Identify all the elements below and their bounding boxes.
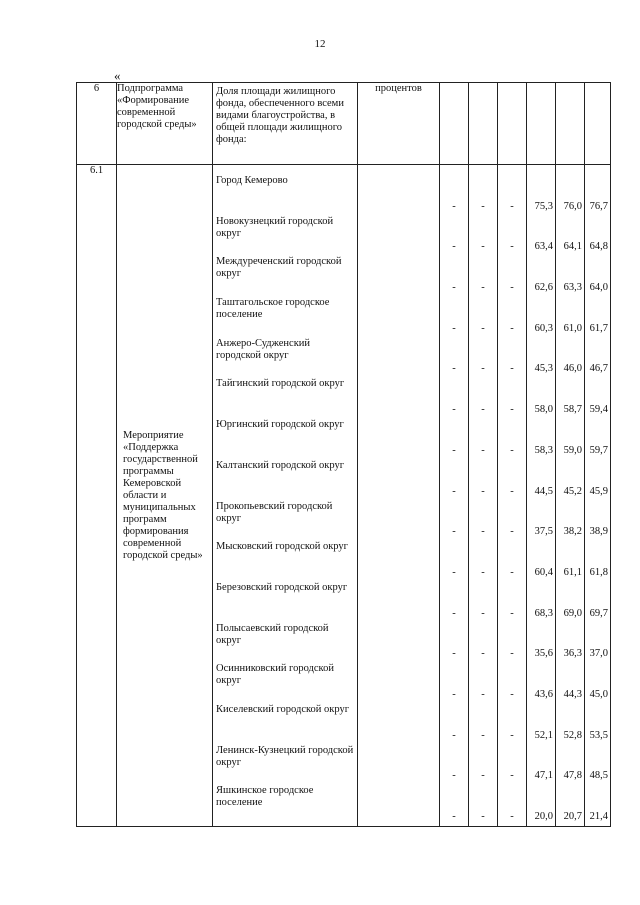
indicator-value: 64,0: [589, 282, 608, 294]
value-entry: [440, 623, 468, 664]
municipality-entry: [213, 704, 357, 745]
value-entry: [469, 785, 497, 826]
value-entry: [585, 582, 610, 623]
value-entry: [527, 663, 555, 704]
value-entry: [556, 745, 584, 786]
value-entry: [440, 460, 468, 501]
municipality-entry: [213, 745, 357, 786]
municipality-name: Юргинский городской округ: [216, 419, 344, 431]
indicator-value: -: [452, 322, 456, 334]
indicator-value: -: [510, 729, 514, 741]
value-column-5: [556, 165, 585, 827]
value-entry: [469, 338, 497, 379]
indicator-value: -: [452, 770, 456, 782]
indicator-value: -: [452, 282, 456, 294]
value-entry: [585, 501, 610, 542]
indicator-value: 61,8: [589, 566, 608, 578]
value-entry: [527, 338, 555, 379]
value-entry: [469, 297, 497, 338]
municipality-name: Тайгинский городской округ: [216, 378, 345, 390]
indicator-value: 61,0: [563, 322, 582, 334]
municipality-name: Киселевский городской округ: [216, 703, 350, 715]
indicator-value: -: [452, 200, 456, 212]
indicator-value: 59,0: [563, 444, 582, 456]
indicator-value: -: [481, 729, 485, 741]
indicator-value: -: [510, 404, 514, 416]
value-entry: [440, 501, 468, 542]
indicator-value: -: [510, 648, 514, 660]
indicator-value: -: [452, 729, 456, 741]
municipality-entry: [213, 256, 357, 297]
value-entry: [527, 785, 555, 826]
indicator-value: -: [452, 566, 456, 578]
unit-of-measure: процентов: [358, 83, 440, 165]
indicator-value: -: [510, 811, 514, 822]
indicator-value: -: [452, 607, 456, 619]
value-entry: [440, 338, 468, 379]
value-column-3: [498, 165, 527, 827]
indicator-value: -: [481, 485, 485, 497]
measure-cell: [117, 165, 213, 827]
value-entry: [469, 460, 497, 501]
indicator-value: -: [481, 322, 485, 334]
municipality-entry: [213, 582, 357, 623]
indicator-value: 20,7: [563, 811, 582, 822]
indicator-value: 63,4: [534, 241, 553, 253]
value-entry: [556, 216, 584, 257]
value-entry: [527, 460, 555, 501]
municipality-name: Таштагольское городское поселение: [216, 297, 330, 321]
value-column-1: [440, 165, 469, 827]
indicator-value: 58,0: [534, 404, 553, 416]
value-entry: [556, 378, 584, 419]
indicator-description: Доля площади жилищного фонда, обеспеченного всеми видами благоустройства, в общей площади жилищного фонда:: [216, 86, 344, 145]
indicator-value: -: [452, 526, 456, 538]
value-entry: [527, 704, 555, 745]
row-number-6: 6: [77, 83, 117, 165]
value-entry: [469, 175, 497, 216]
value-entry: [556, 704, 584, 745]
municipality-name: Ленинск-Кузнецкий городской округ: [216, 744, 354, 768]
indicator-value: 76,7: [589, 200, 608, 212]
value-entry: [498, 460, 526, 501]
indicator-value: -: [481, 241, 485, 253]
value-entry: [585, 216, 610, 257]
table-row-6-1: [77, 165, 611, 827]
municipality-entry: [213, 378, 357, 419]
empty-cell: [440, 83, 469, 165]
indicator-value: 52,8: [563, 729, 582, 741]
municipality-name: Березовский городской округ: [216, 581, 348, 593]
value-entry: [527, 541, 555, 582]
indicator-value: 36,3: [563, 648, 582, 660]
value-entry: [556, 338, 584, 379]
table-row-6: [77, 83, 611, 165]
value-entry: [585, 378, 610, 419]
indicator-value: -: [510, 526, 514, 538]
indicator-value: 47,8: [563, 770, 582, 782]
value-entry: [469, 745, 497, 786]
empty-cell: [556, 83, 585, 165]
municipality-entry: [213, 460, 357, 501]
indicator-value: 58,3: [534, 444, 553, 456]
municipality-name: Прокопьевский городской округ: [216, 500, 333, 524]
value-entry: [469, 419, 497, 460]
indicator-value: -: [452, 241, 456, 253]
municipality-name: Мысковский городской округ: [216, 541, 348, 553]
indicator-value: -: [510, 607, 514, 619]
indicator-value: 63,3: [563, 282, 582, 294]
value-entry: [440, 704, 468, 745]
page-number: 12: [314, 38, 326, 50]
value-entry: [440, 297, 468, 338]
indicator-value: 46,0: [563, 363, 582, 375]
value-entry: [585, 338, 610, 379]
value-entry: [556, 297, 584, 338]
indicator-value: -: [452, 688, 456, 700]
indicator-value: 64,8: [589, 241, 608, 253]
value-entry: [498, 175, 526, 216]
indicator-value: 48,5: [589, 770, 608, 782]
municipality-entry: [213, 663, 357, 704]
empty-cell: [469, 83, 498, 165]
indicator-value: 52,1: [534, 729, 553, 741]
value-column-4: [527, 165, 556, 827]
indicator-value: -: [481, 770, 485, 782]
municipality-entry: [213, 623, 357, 664]
municipality-name: Новокузнецкий городской округ: [216, 215, 334, 239]
indicator-value: 38,9: [589, 526, 608, 538]
empty-cell: [585, 83, 611, 165]
municipality-entry: [213, 297, 357, 338]
indicator-value: -: [452, 811, 456, 822]
value-entry: [585, 785, 610, 826]
value-entry: [498, 256, 526, 297]
value-entry: [469, 256, 497, 297]
empty-cell: [498, 83, 527, 165]
municipality-entry: [213, 338, 357, 379]
value-entry: [556, 501, 584, 542]
value-entry: [527, 216, 555, 257]
indicator-value: -: [510, 200, 514, 212]
indicator-value: -: [481, 648, 485, 660]
municipality-column: [213, 165, 358, 827]
value-entry: [585, 419, 610, 460]
municipality-entry: [213, 216, 357, 257]
empty-cell: [527, 83, 556, 165]
indicator-value: -: [481, 688, 485, 700]
value-entry: [498, 541, 526, 582]
value-entry: [498, 704, 526, 745]
indicator-value: -: [510, 566, 514, 578]
value-entry: [527, 582, 555, 623]
indicator-value: -: [481, 404, 485, 416]
indicator-value: 37,5: [534, 526, 553, 538]
indicator-value: 64,1: [563, 241, 582, 253]
value-entry: [585, 623, 610, 664]
value-entry: [498, 338, 526, 379]
value-entry: [498, 501, 526, 542]
indicator-value: 75,3: [534, 200, 553, 212]
value-entry: [556, 541, 584, 582]
value-entry: [440, 541, 468, 582]
value-entry: [440, 216, 468, 257]
indicator-value: 45,9: [589, 485, 608, 497]
value-entry: [469, 216, 497, 257]
municipality-entry: [213, 501, 357, 542]
municipality-entry: [213, 541, 357, 582]
value-entry: [556, 256, 584, 297]
value-entry: [585, 704, 610, 745]
value-column-2: [469, 165, 498, 827]
indicator-value: -: [481, 200, 485, 212]
value-entry: [469, 378, 497, 419]
value-entry: [556, 582, 584, 623]
value-entry: [440, 663, 468, 704]
indicators-table: [76, 82, 611, 827]
value-entry: [585, 297, 610, 338]
indicator-value: -: [452, 363, 456, 375]
indicator-value: -: [481, 526, 485, 538]
value-entry: [440, 582, 468, 623]
indicator-value: 53,5: [589, 729, 608, 741]
indicator-value: 59,4: [589, 404, 608, 416]
indicator-value: 76,0: [563, 200, 582, 212]
indicator-value: 44,5: [534, 485, 553, 497]
value-entry: [556, 419, 584, 460]
indicator-value: 61,7: [589, 322, 608, 334]
value-entry: [527, 419, 555, 460]
indicator-cell: [213, 83, 358, 165]
indicator-value: 60,3: [534, 322, 553, 334]
indicator-value: 35,6: [534, 648, 553, 660]
value-entry: [469, 663, 497, 704]
value-entry: [440, 785, 468, 826]
value-entry: [440, 745, 468, 786]
indicator-value: -: [481, 811, 485, 822]
indicator-value: -: [510, 485, 514, 497]
value-entry: [585, 256, 610, 297]
municipality-entry: [213, 785, 357, 826]
value-entry: [527, 745, 555, 786]
indicator-value: 38,2: [563, 526, 582, 538]
indicator-value: -: [481, 566, 485, 578]
indicator-value: -: [452, 485, 456, 497]
value-entry: [585, 541, 610, 582]
value-entry: [498, 297, 526, 338]
value-entry: [498, 785, 526, 826]
value-entry: [527, 378, 555, 419]
value-entry: [527, 175, 555, 216]
indicator-value: -: [481, 282, 485, 294]
indicator-value: 45,0: [589, 688, 608, 700]
indicator-value: 68,3: [534, 607, 553, 619]
municipality-entry: [213, 419, 357, 460]
value-entry: [440, 256, 468, 297]
indicator-value: 20,0: [534, 811, 553, 822]
value-entry: [585, 745, 610, 786]
value-column-6: [585, 165, 611, 827]
value-entry: [527, 297, 555, 338]
value-entry: [556, 175, 584, 216]
indicator-value: -: [481, 444, 485, 456]
municipality-name: Яшкинское городское поселение: [216, 785, 314, 809]
value-entry: [556, 623, 584, 664]
indicator-value: 37,0: [589, 648, 608, 660]
value-entry: [440, 175, 468, 216]
row-number-6-1: 6.1: [77, 165, 117, 827]
indicator-value: 58,7: [563, 404, 582, 416]
value-entry: [585, 460, 610, 501]
opening-quote-mark: «: [114, 68, 121, 83]
measure-title: Мероприятие «Поддержка государственной программы Кемеровской области и муниципальных программ формирования современной городской среды»: [123, 429, 203, 561]
indicator-value: 61,1: [563, 566, 582, 578]
indicator-value: 44,3: [563, 688, 582, 700]
indicator-value: 45,3: [534, 363, 553, 375]
indicator-value: -: [510, 322, 514, 334]
municipality-name: Анжеро-Судженский городской округ: [216, 337, 311, 361]
indicator-value: 47,1: [534, 770, 553, 782]
indicator-value: -: [452, 444, 456, 456]
indicator-value: 45,2: [563, 485, 582, 497]
value-entry: [469, 501, 497, 542]
value-entry: [556, 663, 584, 704]
value-entry: [585, 175, 610, 216]
value-entry: [556, 785, 584, 826]
value-entry: [527, 623, 555, 664]
value-entry: [585, 663, 610, 704]
indicator-value: -: [481, 607, 485, 619]
indicator-value: -: [510, 688, 514, 700]
indicator-value: -: [452, 404, 456, 416]
value-entry: [527, 501, 555, 542]
indicator-value: 62,6: [534, 282, 553, 294]
value-entry: [498, 582, 526, 623]
municipality-name: Осинниковский городской округ: [216, 663, 334, 687]
indicator-value: 46,7: [589, 363, 608, 375]
value-entry: [498, 663, 526, 704]
value-entry: [498, 216, 526, 257]
indicator-value: 69,7: [589, 607, 608, 619]
value-entry: [527, 256, 555, 297]
indicator-value: 59,7: [589, 444, 608, 456]
indicator-value: -: [510, 363, 514, 375]
indicator-value: 43,6: [534, 688, 553, 700]
value-entry: [498, 623, 526, 664]
value-entry: [469, 623, 497, 664]
municipality-name: Полысаевский городской округ: [216, 622, 329, 646]
value-entry: [469, 541, 497, 582]
value-entry: [498, 378, 526, 419]
indicator-value: -: [452, 648, 456, 660]
value-entry: [556, 460, 584, 501]
municipality-name: Междуреченский городской округ: [216, 256, 342, 280]
value-entry: [498, 745, 526, 786]
value-entry: [469, 582, 497, 623]
value-entry: [440, 419, 468, 460]
indicator-value: 60,4: [534, 566, 553, 578]
indicator-value: 21,4: [589, 811, 608, 822]
value-entry: [440, 378, 468, 419]
municipality-name: Город Кемерово: [216, 175, 288, 186]
indicator-value: 69,0: [563, 607, 582, 619]
indicator-value: -: [510, 770, 514, 782]
value-entry: [498, 419, 526, 460]
municipality-entry: [213, 175, 357, 216]
indicator-value: -: [481, 363, 485, 375]
indicator-value: -: [510, 282, 514, 294]
subprogram-title: Подпрограмма «Формирование современной городской среды»: [117, 83, 213, 165]
value-entry: [469, 704, 497, 745]
municipality-name: Калтанский городской округ: [216, 459, 345, 471]
unit-column-empty: [358, 165, 440, 827]
indicator-value: -: [510, 241, 514, 253]
indicator-value: -: [510, 444, 514, 456]
